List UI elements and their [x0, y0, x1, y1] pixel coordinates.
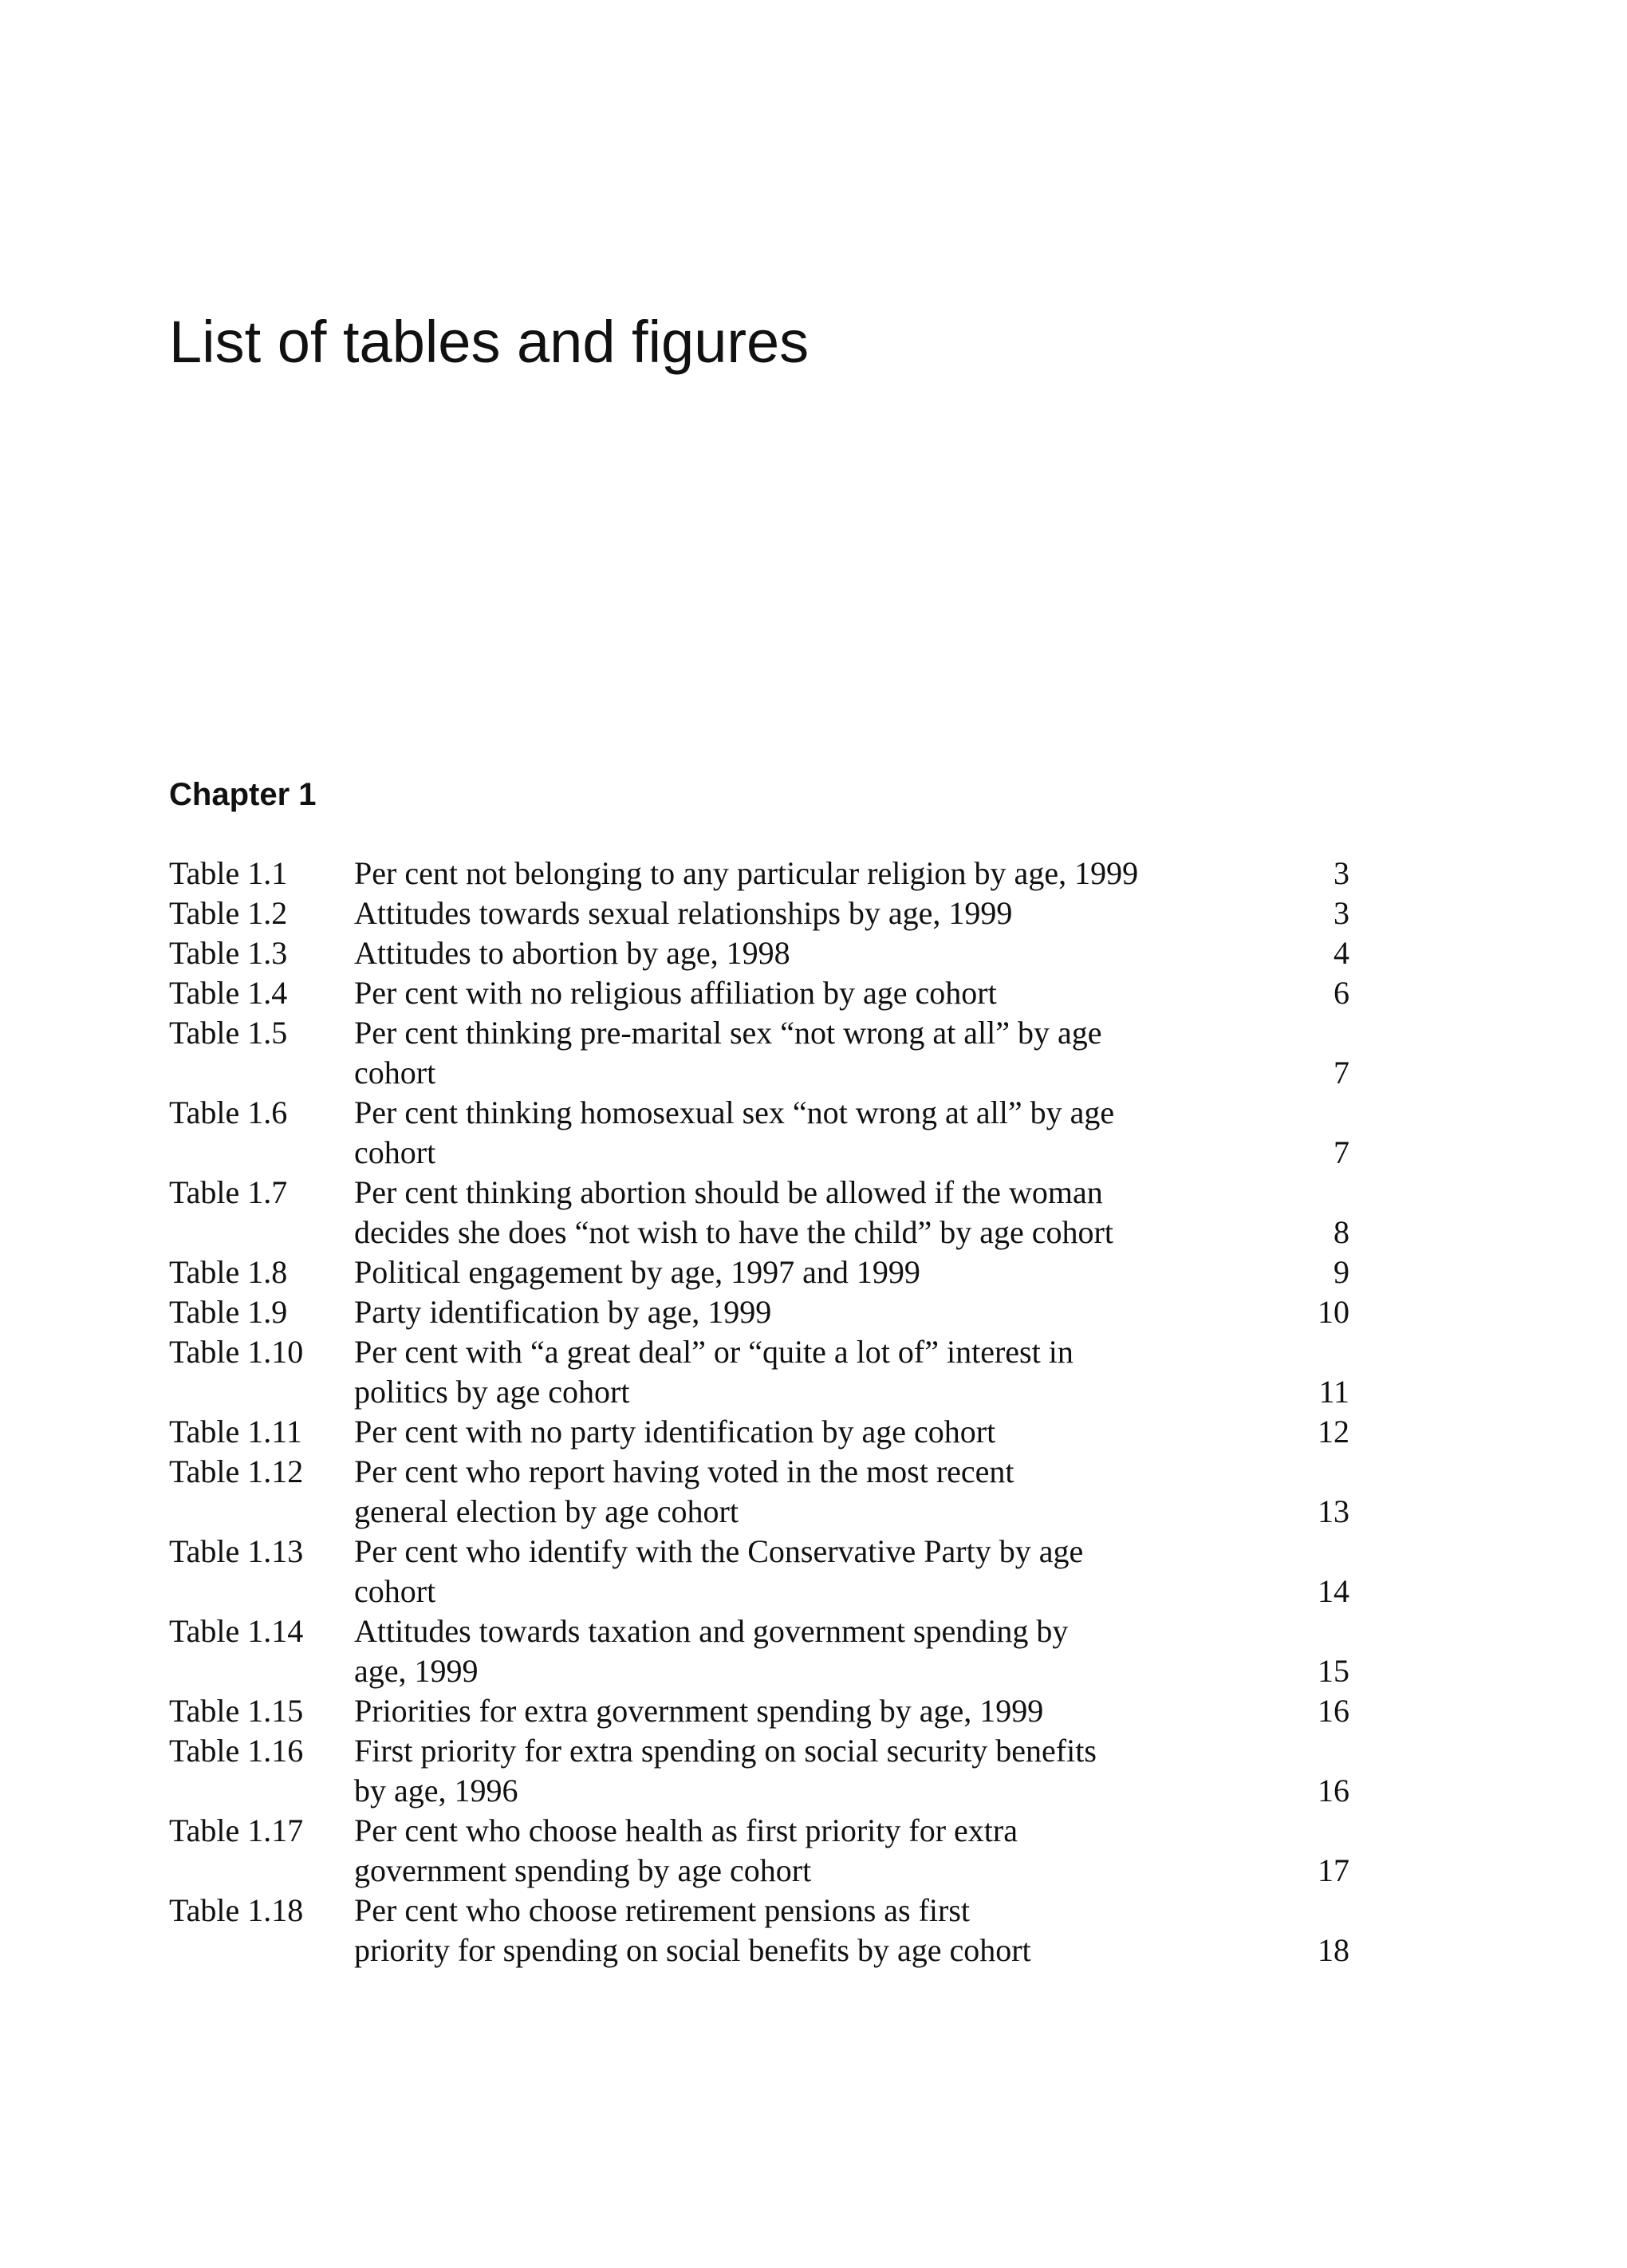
toc-entry-label: Table 1.6 — [169, 1095, 288, 1130]
toc-entry-caption-line: politics by age cohort — [354, 1374, 630, 1410]
toc-entry-caption-line: by age, 1996 — [354, 1773, 518, 1808]
toc-entry-caption — [354, 1412, 1263, 1452]
toc-entry-caption-line: Attitudes to abortion by age, 1998 — [354, 935, 790, 971]
toc-entry-label: Table 1.18 — [169, 1892, 304, 1928]
toc-entry-label: Table 1.9 — [169, 1294, 288, 1330]
toc-entry — [169, 1731, 1349, 1811]
toc-entry-caption-line: Per cent thinking abortion should be allowed if the woman — [354, 1174, 1103, 1210]
toc-entry — [169, 1173, 1349, 1252]
chapter-heading: Chapter 1 — [169, 777, 317, 812]
toc-entry-label: Table 1.12 — [169, 1453, 304, 1489]
toc-entry-page-number: 17 — [1318, 1852, 1349, 1888]
toc-entry-page-number: 18 — [1318, 1932, 1349, 1968]
toc-entry-caption — [354, 1292, 1263, 1332]
toc-entry-caption-line: Per cent who choose retirement pensions as first — [354, 1892, 971, 1928]
toc-list — [169, 854, 1349, 1970]
toc-entry-page-number: 10 — [1318, 1294, 1349, 1330]
toc-entry-label: Table 1.17 — [169, 1812, 304, 1848]
toc-entry-caption — [354, 1532, 1263, 1611]
toc-entry-caption-line: Party identification by age, 1999 — [354, 1294, 772, 1330]
toc-entry-caption-line: cohort — [354, 1055, 436, 1091]
toc-entry-page-number: 3 — [1334, 855, 1349, 891]
toc-entry — [169, 1332, 1349, 1412]
toc-entry-page-number: 4 — [1334, 935, 1349, 971]
toc-entry-caption — [354, 893, 1263, 933]
toc-entry-page-number: 14 — [1318, 1573, 1349, 1609]
toc-entry — [169, 1292, 1349, 1332]
toc-entry-page-number: 9 — [1334, 1254, 1349, 1290]
toc-entry-page-number: 6 — [1334, 975, 1349, 1011]
toc-entry-caption-line: cohort — [354, 1134, 436, 1170]
toc-entry-label: Table 1.16 — [169, 1733, 304, 1769]
toc-entry-page-number: 12 — [1318, 1414, 1349, 1450]
toc-entry — [169, 1252, 1349, 1292]
toc-entry-page-number: 16 — [1318, 1693, 1349, 1729]
toc-entry-caption — [354, 973, 1263, 1013]
toc-entry-label: Table 1.8 — [169, 1254, 288, 1290]
toc-entry-caption-line: general election by age cohort — [354, 1493, 739, 1529]
toc-entry-label: Table 1.1 — [169, 855, 288, 891]
toc-entry-caption — [354, 1332, 1263, 1412]
toc-entry-page-number: 7 — [1334, 1055, 1349, 1091]
toc-entry-page-number: 11 — [1318, 1374, 1349, 1410]
toc-entry-caption-line: priority for spending on social benefits by age cohort — [354, 1932, 1031, 1968]
toc-entry-caption — [354, 1452, 1263, 1532]
toc-entry-caption-line: First priority for extra spending on social security benefits — [354, 1733, 1097, 1769]
toc-entry-label: Table 1.10 — [169, 1334, 304, 1370]
toc-entry-caption — [354, 1891, 1263, 1970]
toc-entry — [169, 1452, 1349, 1532]
toc-entry-label: Table 1.2 — [169, 895, 288, 931]
toc-entry-caption-line: Attitudes towards sexual relationships by age, 1999 — [354, 895, 1013, 931]
toc-entry-caption-line: Per cent thinking pre-marital sex “not wrong at all” by age — [354, 1015, 1102, 1051]
toc-entry-caption-line: Political engagement by age, 1997 and 1999 — [354, 1254, 920, 1290]
toc-entry — [169, 1412, 1349, 1452]
toc-entry-caption-line: Per cent who identify with the Conservative Party by age — [354, 1533, 1084, 1569]
toc-entry-caption — [354, 854, 1263, 893]
toc-entry-label: Table 1.15 — [169, 1693, 304, 1729]
toc-entry-page-number: 8 — [1334, 1214, 1349, 1250]
toc-entry — [169, 933, 1349, 973]
toc-entry — [169, 1691, 1349, 1731]
toc-entry-caption — [354, 1013, 1263, 1093]
toc-entry-label: Table 1.5 — [169, 1015, 288, 1051]
toc-entry-caption-line: cohort — [354, 1573, 436, 1609]
toc-entry-caption — [354, 1173, 1263, 1252]
toc-entry-page-number: 3 — [1334, 895, 1349, 931]
toc-entry-label: Table 1.7 — [169, 1174, 288, 1210]
toc-entry — [169, 1532, 1349, 1611]
toc-entry-caption-line: Priorities for extra government spending by age, 1999 — [354, 1693, 1044, 1729]
toc-entry — [169, 1093, 1349, 1173]
toc-entry-page-number: 15 — [1318, 1653, 1349, 1689]
toc-entry — [169, 854, 1349, 893]
toc-entry-caption-line: Per cent who report having voted in the most recent — [354, 1453, 1014, 1489]
toc-entry — [169, 1811, 1349, 1891]
toc-entry-page-number: 13 — [1318, 1493, 1349, 1529]
toc-entry-caption — [354, 1252, 1263, 1292]
toc-entry-caption-line: government spending by age cohort — [354, 1852, 812, 1888]
toc-entry — [169, 973, 1349, 1013]
page-title: List of tables and figures — [169, 309, 810, 375]
toc-entry-page-number: 7 — [1334, 1134, 1349, 1170]
toc-entry-label: Table 1.13 — [169, 1533, 304, 1569]
toc-entry-caption — [354, 1691, 1263, 1731]
toc-entry-caption-line: Per cent with “a great deal” or “quite a lot of” interest in — [354, 1334, 1074, 1370]
toc-entry-caption-line: Per cent with no party identification by age cohort — [354, 1414, 996, 1450]
toc-entry-caption-line: Per cent with no religious affiliation by age cohort — [354, 975, 997, 1011]
toc-entry-caption — [354, 1811, 1263, 1891]
toc-entry-caption-line: Per cent who choose health as first priority for extra — [354, 1812, 1018, 1848]
toc-entry-caption-line: decides she does “not wish to have the child” by age cohort — [354, 1214, 1113, 1250]
toc-entry-caption-line: Per cent thinking homosexual sex “not wrong at all” by age — [354, 1095, 1115, 1130]
toc-entry — [169, 893, 1349, 933]
toc-entry-caption — [354, 1611, 1263, 1691]
toc-entry — [169, 1013, 1349, 1093]
toc-entry-label: Table 1.11 — [169, 1414, 302, 1450]
toc-entry-label: Table 1.4 — [169, 975, 288, 1011]
toc-entry-label: Table 1.14 — [169, 1613, 304, 1649]
toc-entry-caption — [354, 1093, 1263, 1173]
toc-entry — [169, 1891, 1349, 1970]
toc-entry — [169, 1611, 1349, 1691]
toc-entry-page-number: 16 — [1318, 1773, 1349, 1808]
toc-entry-caption-line: Attitudes towards taxation and government spending by — [354, 1613, 1069, 1649]
toc-entry-caption — [354, 1731, 1263, 1811]
toc-entry-label: Table 1.3 — [169, 935, 288, 971]
toc-entry-caption-line: age, 1999 — [354, 1653, 479, 1689]
toc-entry-caption — [354, 933, 1263, 973]
toc-entry-caption-line: Per cent not belonging to any particular religion by age, 1999 — [354, 855, 1139, 891]
